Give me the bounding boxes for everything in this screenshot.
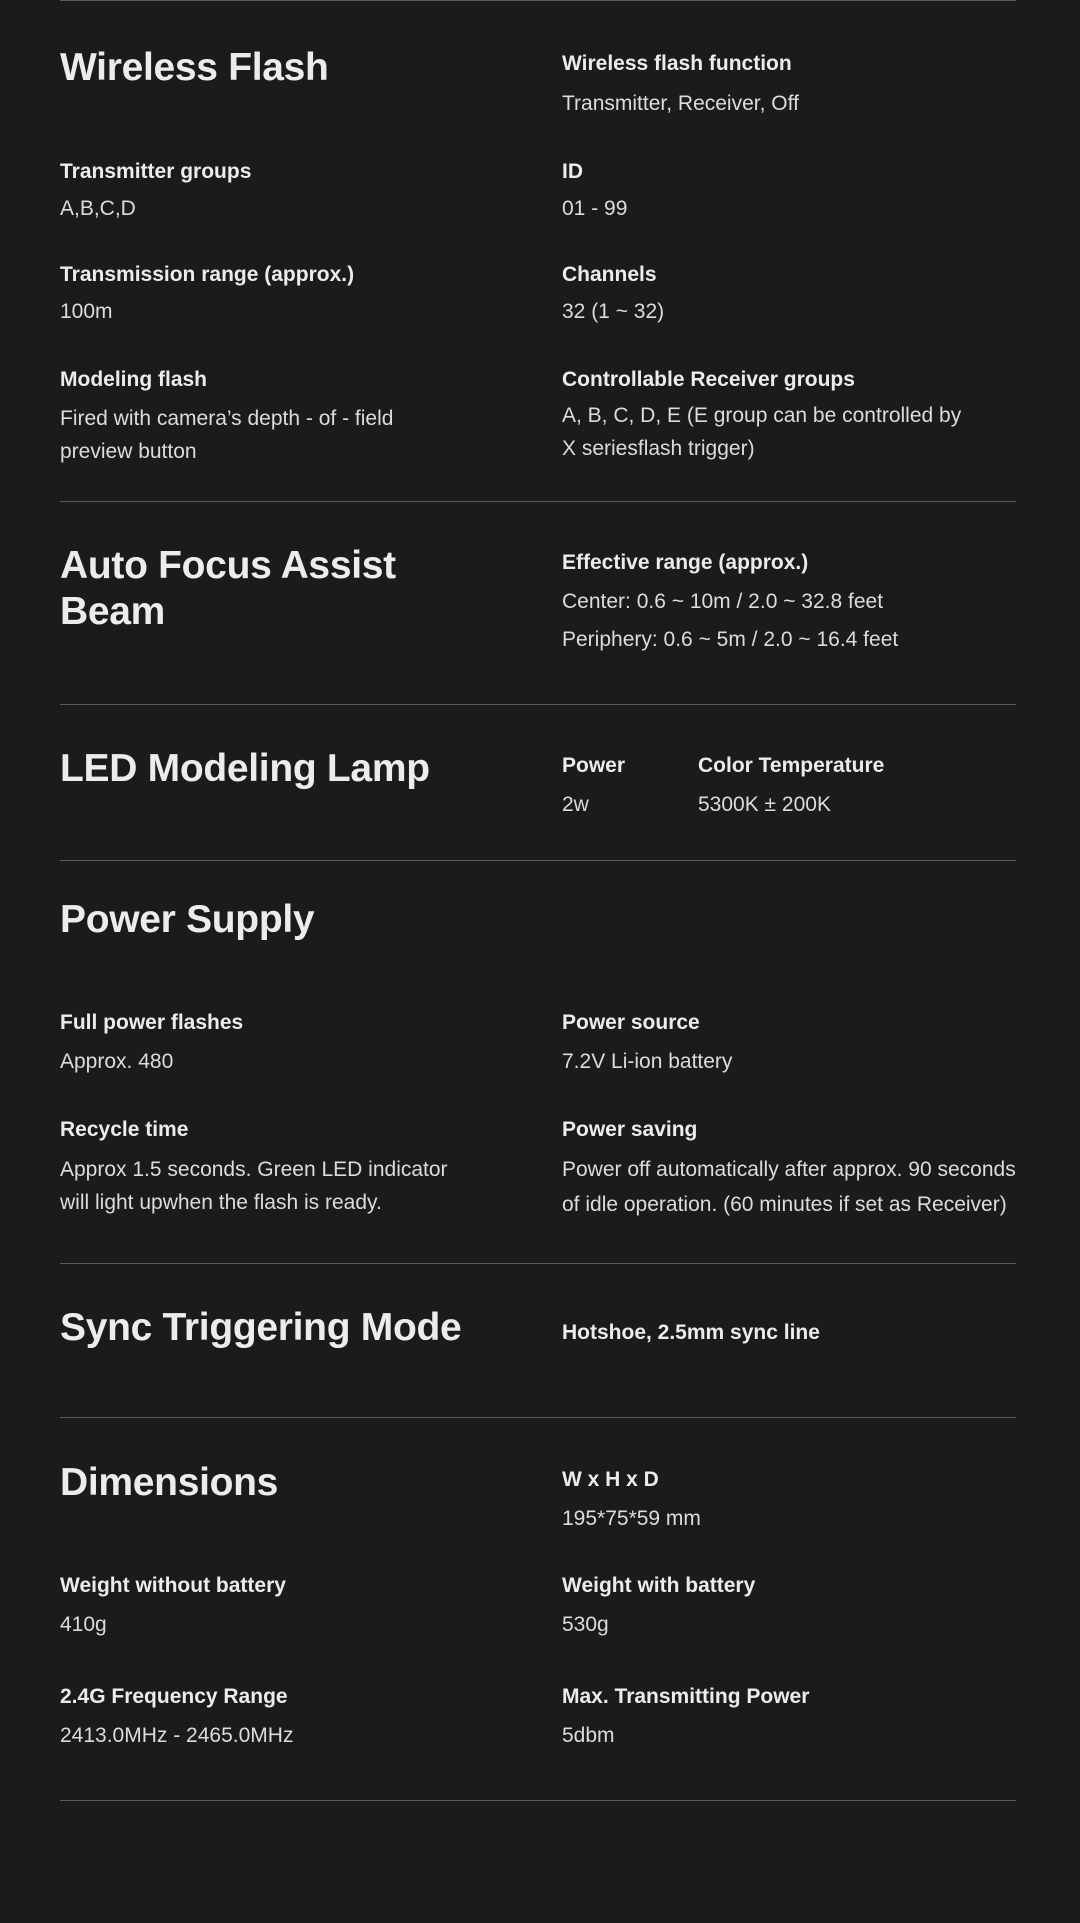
- weight-without-battery-label: Weight without battery: [60, 1574, 286, 1597]
- section-title-power-supply: Power Supply: [60, 898, 315, 941]
- modeling-flash-value-line-2: preview button: [60, 440, 197, 463]
- power-saving-label: Power saving: [562, 1118, 698, 1141]
- modeling-flash-label: Modeling flash: [60, 368, 207, 391]
- section-title-led-lamp: LED Modeling Lamp: [60, 747, 430, 790]
- full-power-flashes-value: Approx. 480: [60, 1050, 174, 1073]
- weight-without-battery-value: 410g: [60, 1613, 107, 1636]
- receiver-groups-label: Controllable Receiver groups: [562, 368, 855, 391]
- id-label: ID: [562, 160, 583, 183]
- whd-value: 195*75*59 mm: [562, 1507, 701, 1530]
- transmission-range-value: 100m: [60, 300, 113, 323]
- receiver-groups-value-line-1: A, B, C, D, E (E group can be controlled by: [562, 404, 962, 427]
- channels-label: Channels: [562, 263, 657, 286]
- effective-range-periphery: Periphery: 0.6 ~ 5m / 2.0 ~ 16.4 feet: [562, 628, 899, 651]
- effective-range-center: Center: 0.6 ~ 10m / 2.0 ~ 32.8 feet: [562, 590, 884, 613]
- section-title-wireless-flash: Wireless Flash: [60, 46, 329, 89]
- transmitter-groups-label: Transmitter groups: [60, 160, 252, 183]
- transmission-range-label: Transmission range (approx.): [60, 263, 355, 286]
- led-power-value: 2w: [562, 793, 589, 816]
- wireless-flash-function-label: Wireless flash function: [562, 52, 792, 75]
- max-transmitting-power-label: Max. Transmitting Power: [562, 1685, 810, 1708]
- wireless-flash-function-value: Transmitter, Receiver, Off: [562, 92, 799, 115]
- frequency-range-value: 2413.0MHz - 2465.0MHz: [60, 1724, 294, 1747]
- weight-with-battery-value: 530g: [562, 1613, 609, 1636]
- divider: [60, 1263, 1016, 1264]
- modeling-flash-value-line-1: Fired with camera’s depth - of - field: [60, 407, 394, 430]
- power-saving-value-line-2: of idle operation. (60 minutes if set as Receiver): [562, 1193, 1007, 1216]
- recycle-time-value-line-1: Approx 1.5 seconds. Green LED indicator: [60, 1158, 448, 1181]
- led-power-label: Power: [562, 754, 626, 777]
- weight-with-battery-label: Weight with battery: [562, 1574, 756, 1597]
- divider: [60, 860, 1016, 861]
- power-saving-value-line-1: Power off automatically after approx. 90 seconds: [562, 1158, 1016, 1181]
- section-title-dimensions: Dimensions: [60, 1461, 279, 1504]
- sync-triggering-value: Hotshoe, 2.5mm sync line: [562, 1321, 820, 1344]
- color-temperature-label: Color Temperature: [698, 754, 885, 777]
- power-source-value: 7.2V Li-ion battery: [562, 1050, 733, 1073]
- whd-label: W x H x D: [562, 1468, 659, 1491]
- power-source-label: Power source: [562, 1011, 700, 1034]
- divider: [60, 501, 1016, 502]
- id-value: 01 - 99: [562, 197, 628, 220]
- recycle-time-label: Recycle time: [60, 1118, 189, 1141]
- receiver-groups-value-line-2: X seriesflash trigger): [562, 437, 755, 460]
- color-temperature-value: 5300K ± 200K: [698, 793, 831, 816]
- recycle-time-value-line-2: will light upwhen the flash is ready.: [60, 1191, 382, 1214]
- section-title-af-assist-line-1: Auto Focus Assist: [60, 544, 396, 587]
- effective-range-label: Effective range (approx.): [562, 551, 809, 574]
- full-power-flashes-label: Full power flashes: [60, 1011, 244, 1034]
- max-transmitting-power-value: 5dbm: [562, 1724, 615, 1747]
- section-title-af-assist-line-2: Beam: [60, 590, 166, 633]
- frequency-range-label: 2.4G Frequency Range: [60, 1685, 288, 1708]
- section-title-sync-triggering: Sync Triggering Mode: [60, 1306, 462, 1349]
- divider: [60, 704, 1016, 705]
- divider: [60, 1800, 1016, 1801]
- channels-value: 32 (1 ~ 32): [562, 300, 665, 323]
- transmitter-groups-value: A,B,C,D: [60, 197, 136, 220]
- divider: [60, 0, 1016, 1]
- divider: [60, 1417, 1016, 1418]
